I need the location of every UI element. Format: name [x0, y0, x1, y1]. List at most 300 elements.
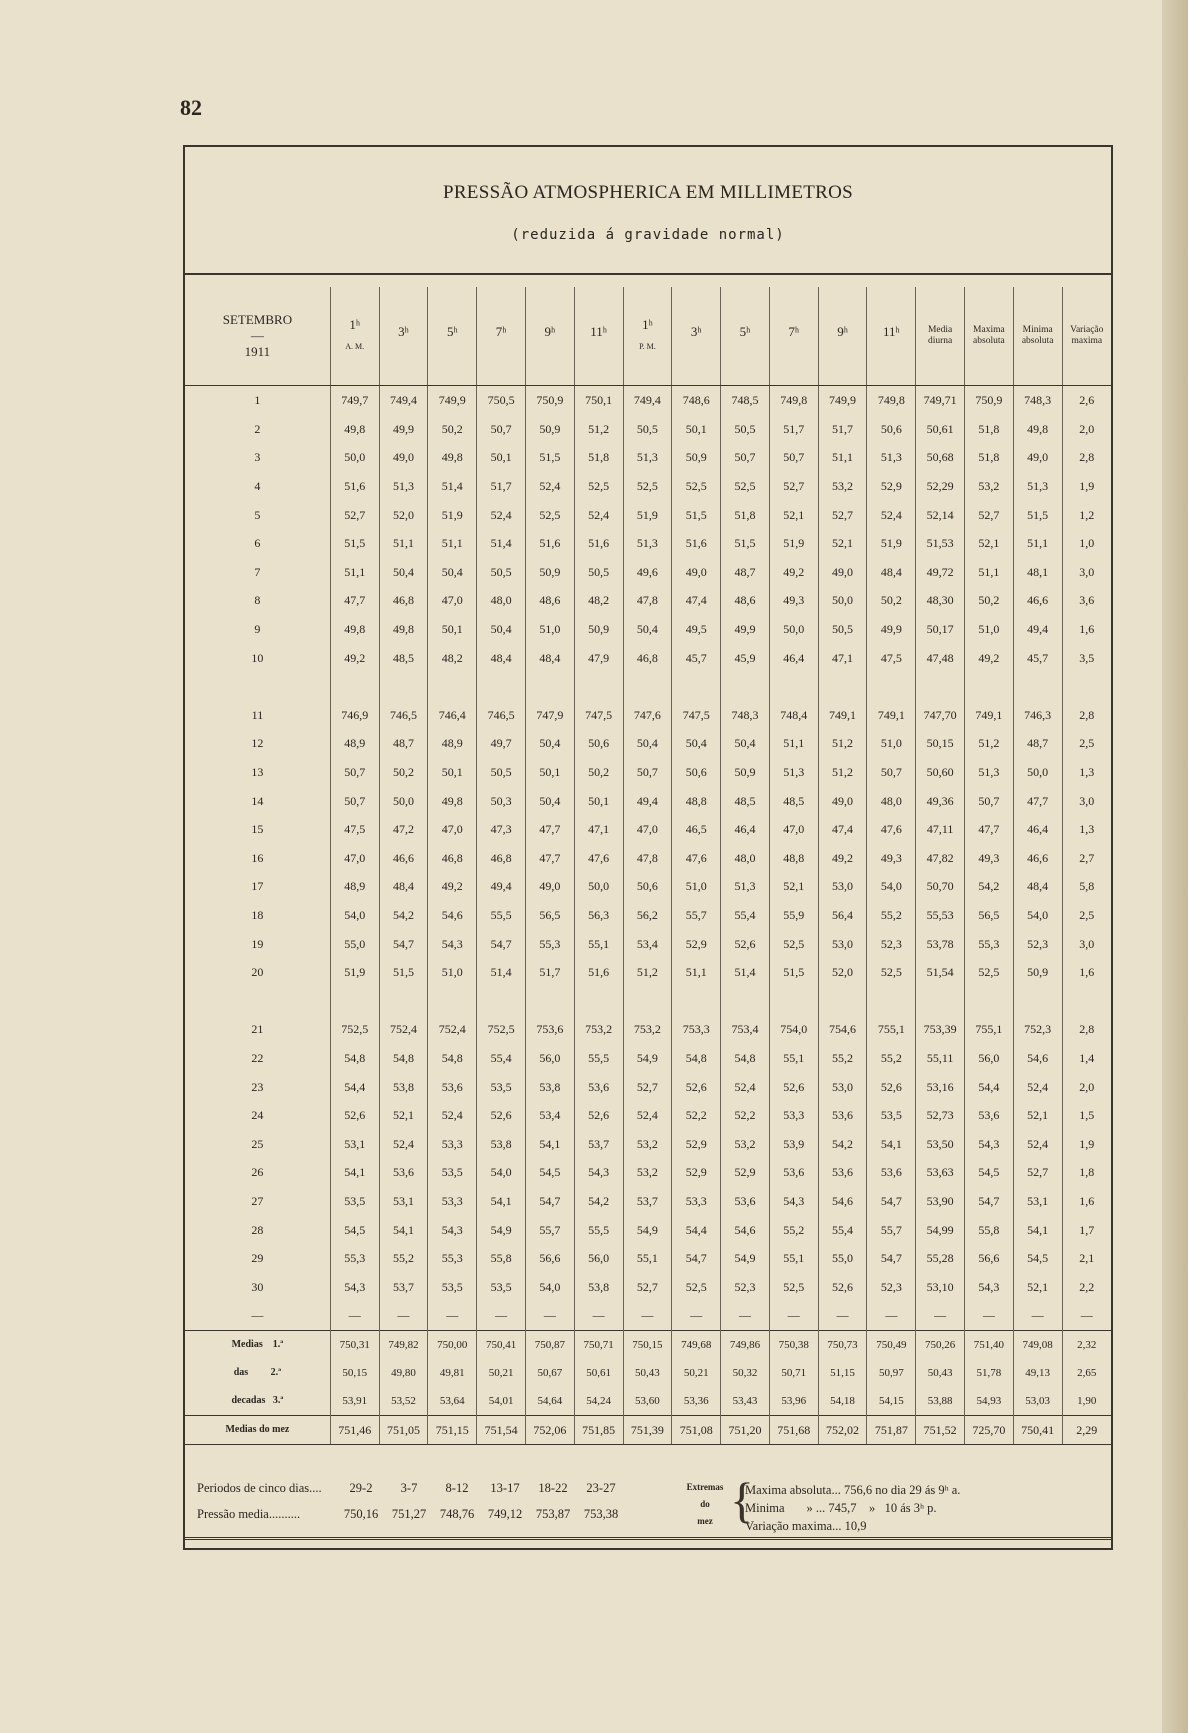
month-mean-cell: 751,08 — [672, 1415, 721, 1445]
hour-header: 11ʰ — [867, 287, 916, 386]
pressure-cell: 753,39 — [916, 1015, 965, 1044]
day-number: 20 — [251, 965, 264, 980]
pressure-cell: 54,0 — [1013, 901, 1062, 930]
pressure-cell: 53,63 — [916, 1158, 965, 1187]
decade-mean-value: 51,78 — [976, 1366, 1002, 1379]
table-row — [185, 415, 1111, 444]
table-row — [185, 872, 1111, 901]
pressure-cell: 55,7 — [672, 901, 721, 930]
pressure-cell: 55,2 — [769, 1215, 818, 1244]
decade-gap — [185, 672, 1111, 701]
pressure-cell: 56,2 — [623, 901, 672, 930]
pressure-cell: 746,5 — [379, 701, 428, 730]
pressure-cell: 51,5 — [330, 529, 379, 558]
pressure-cell: 748,6 — [672, 386, 721, 415]
pressure-cell: 52,4 — [477, 500, 526, 529]
month-mean-cell: 751,39 — [623, 1415, 672, 1445]
pressure-cell: 51,6 — [574, 529, 623, 558]
pressure-cell: 50,4 — [477, 615, 526, 644]
pressure-cell: 53,6 — [428, 1072, 477, 1101]
extremes-list — [745, 1481, 960, 1535]
pressure-cell: 51,2 — [818, 729, 867, 758]
pressure-cell: 749,71 — [916, 386, 965, 415]
table-frame — [183, 145, 1113, 1550]
pressure-cell: 54,1 — [1013, 1215, 1062, 1244]
pressure-cell: 51,3 — [965, 758, 1014, 787]
pressure-cell: 754,6 — [818, 1015, 867, 1044]
pressure-cell: 55,2 — [867, 901, 916, 930]
decade-mean-value: 50,67 — [537, 1366, 563, 1379]
decade-mean-value: 49,80 — [391, 1366, 416, 1379]
pressure-cell: 53,2 — [965, 472, 1014, 501]
pressure-cell: 52,7 — [330, 500, 379, 529]
pressure-cell: 51,2 — [574, 415, 623, 444]
pressure-cell: 1,5 — [1062, 1101, 1111, 1130]
day-number: 3 — [254, 450, 261, 465]
pressure-cell: 47,0 — [428, 815, 477, 844]
month-means-row — [185, 1415, 1111, 1445]
pressure-cell: 50,1 — [574, 786, 623, 815]
extreme-max: Maxima absoluta... 756,6 no dia 29 ás 9ʰ a. — [745, 1483, 961, 1497]
pressure-cell: 51,7 — [769, 415, 818, 444]
table-row — [185, 929, 1111, 958]
pressure-cell: 748,4 — [769, 701, 818, 730]
pressure-cell: 54,2 — [379, 901, 428, 930]
pressure-cell: 53,2 — [623, 1158, 672, 1187]
day-number: 11 — [251, 707, 264, 722]
pressure-cell: 748,5 — [721, 386, 770, 415]
pressure-cell: 51,1 — [769, 729, 818, 758]
period-value: 29-2 — [349, 1481, 373, 1495]
pressure-cell: 49,0 — [818, 786, 867, 815]
month-mean-cell: 2,29 — [1062, 1415, 1111, 1445]
periods-label: Periodos de cinco dias.... — [197, 1481, 322, 1495]
pressure-cell: 50,9 — [672, 443, 721, 472]
pressure-cell: 47,7 — [965, 815, 1014, 844]
pressure-cell: 50,5 — [818, 615, 867, 644]
pressure-cell: 53,5 — [428, 1272, 477, 1301]
maxima-absoluta-header: Maxima absoluta — [965, 287, 1014, 386]
pressure-cell: 55,4 — [477, 1044, 526, 1073]
table-row — [185, 558, 1111, 587]
pressure-cell: 2,8 — [1062, 701, 1111, 730]
decade-mean-value: 750,26 — [924, 1338, 956, 1351]
pressure-cell: 50,0 — [769, 615, 818, 644]
pressure-cell: 52,9 — [672, 1158, 721, 1187]
pressure-cell: 54,2 — [965, 872, 1014, 901]
pressure-cell: 50,7 — [477, 415, 526, 444]
decade-mean-value: 50,61 — [586, 1366, 612, 1379]
decade-mean-value: 53,60 — [635, 1394, 660, 1407]
pressure-cell: 51,6 — [525, 529, 574, 558]
pressure-cell: 50,4 — [623, 615, 672, 644]
pressure-cell: 54,3 — [965, 1129, 1014, 1158]
pressure-cell: 53,2 — [721, 1129, 770, 1158]
pressure-cell: 54,2 — [818, 1129, 867, 1158]
pressure-cell: 749,8 — [867, 386, 916, 415]
month-label: SETEMBRO — [222, 312, 293, 327]
pressure-cell: 46,5 — [672, 815, 721, 844]
pressure-cell: 51,0 — [672, 872, 721, 901]
pressure-cell: 56,5 — [965, 901, 1014, 930]
pressure-cell: 55,3 — [965, 929, 1014, 958]
pressure-table — [185, 287, 1111, 1445]
pressure-cell: 52,0 — [818, 958, 867, 987]
pressure-cell: 50,7 — [867, 758, 916, 787]
decade-mean-value: 49,13 — [1025, 1366, 1051, 1379]
pressure-cell: 50,2 — [574, 758, 623, 787]
pressure-cell: 749,4 — [623, 386, 672, 415]
pressure-cell: 49,6 — [623, 558, 672, 587]
pressure-cell: 48,6 — [721, 586, 770, 615]
pressure-cell: 50,5 — [623, 415, 672, 444]
pressure-cell: 51,9 — [769, 529, 818, 558]
pressure-cell: 1,3 — [1062, 758, 1111, 787]
pressure-cell: 52,5 — [769, 1272, 818, 1301]
pressure-cell: 49,0 — [1013, 443, 1062, 472]
pressure-cell: 48,4 — [379, 872, 428, 901]
pressure-cell: 46,8 — [428, 844, 477, 873]
decade-means-row — [185, 1330, 1111, 1415]
pressure-cell: 51,2 — [818, 758, 867, 787]
pressure-cell: 53,10 — [916, 1272, 965, 1301]
pressure-cell: 49,8 — [379, 615, 428, 644]
pressure-cell: 47,7 — [1013, 786, 1062, 815]
day-number: 22 — [251, 1050, 264, 1065]
pressure-cell: 51,5 — [769, 958, 818, 987]
pressure-cell: 51,8 — [965, 443, 1014, 472]
pressure-cell: 50,7 — [769, 443, 818, 472]
pressure-cell: 52,2 — [721, 1101, 770, 1130]
pressure-cell: 53,90 — [916, 1187, 965, 1216]
pressure-cell: 54,5 — [965, 1158, 1014, 1187]
pressure-cell: 50,4 — [672, 729, 721, 758]
pressure-cell: 51,3 — [623, 529, 672, 558]
pressure-cell: 746,3 — [1013, 701, 1062, 730]
decade-mean-cell — [379, 1330, 428, 1415]
pressure-cell: 51,4 — [477, 958, 526, 987]
pressure-cell: 53,1 — [1013, 1187, 1062, 1216]
pressure-cell: 52,4 — [867, 500, 916, 529]
pressure-cell: 747,6 — [623, 701, 672, 730]
pressure-cell: 52,4 — [623, 1101, 672, 1130]
day-number: 30 — [251, 1279, 264, 1294]
pressure-cell: 48,4 — [525, 643, 574, 672]
pressure-cell: 48,1 — [1013, 558, 1062, 587]
pressure-cell: 3,6 — [1062, 586, 1111, 615]
decade-mean-value: 50,32 — [732, 1366, 758, 1379]
pressure-cell: 52,4 — [428, 1101, 477, 1130]
pressure-cell: 48,8 — [672, 786, 721, 815]
pressure-cell: 54,3 — [330, 1272, 379, 1301]
period-value: 8-12 — [445, 1481, 469, 1495]
pressure-cell: 48,9 — [330, 872, 379, 901]
pressure-cell: 47,0 — [769, 815, 818, 844]
pressure-cell: 50,9 — [525, 558, 574, 587]
pressure-value: 748,76 — [439, 1507, 475, 1521]
pressure-cell: 53,7 — [574, 1129, 623, 1158]
pressure-cell: 49,8 — [330, 415, 379, 444]
day-number: 23 — [251, 1079, 264, 1094]
month-mean-cell: 750,41 — [1013, 1415, 1062, 1445]
pressure-cell: 51,2 — [623, 958, 672, 987]
decade-mean-cell — [672, 1330, 721, 1415]
pressure-cell: 50,4 — [623, 729, 672, 758]
month-mean-cell: 751,85 — [574, 1415, 623, 1445]
pressure-cell: 53,0 — [818, 872, 867, 901]
pressure-cell: 51,1 — [818, 443, 867, 472]
pressure-cell: 747,5 — [672, 701, 721, 730]
pressure-cell: 54,2 — [574, 1187, 623, 1216]
pressure-cell: 50,68 — [916, 443, 965, 472]
pressure-cell: 750,9 — [965, 386, 1014, 415]
period-value: 18-22 — [538, 1481, 568, 1495]
pressure-cell: 52,3 — [721, 1272, 770, 1301]
pressure-cell: 53,5 — [477, 1272, 526, 1301]
pressure-cell: 50,9 — [574, 615, 623, 644]
pressure-cell: 55,3 — [525, 929, 574, 958]
pressure-value: 751,27 — [391, 1507, 427, 1521]
pressure-cell: 52,4 — [525, 472, 574, 501]
decade-mean-value: 750,38 — [778, 1338, 809, 1351]
pressure-cell: 49,4 — [623, 786, 672, 815]
pressure-cell: 753,6 — [525, 1015, 574, 1044]
pressure-cell: 54,3 — [428, 1215, 477, 1244]
decade-mean-cell — [428, 1330, 477, 1415]
pressure-cell: 52,5 — [574, 472, 623, 501]
pressure-cell: 52,4 — [721, 1072, 770, 1101]
pressure-cell: 48,5 — [379, 643, 428, 672]
pressure-cell: 50,4 — [525, 786, 574, 815]
day-number: 14 — [251, 793, 264, 808]
pressure-cell: 49,2 — [769, 558, 818, 587]
pressure-cell: 52,6 — [721, 929, 770, 958]
pressure-cell: 53,6 — [769, 1158, 818, 1187]
pressure-cell: 55,1 — [623, 1244, 672, 1273]
pressure-cell: 55,1 — [769, 1044, 818, 1073]
pressure-cell: 1,0 — [1062, 529, 1111, 558]
pressure-cell: 52,4 — [1013, 1129, 1062, 1158]
pressure-cell: 47,0 — [428, 586, 477, 615]
pressure-cell: 52,9 — [672, 929, 721, 958]
media-diurna-header: Media diurna — [916, 287, 965, 386]
pressure-cell: 47,82 — [916, 844, 965, 873]
decade-mean-cell — [818, 1330, 867, 1415]
pressure-cell: 47,1 — [818, 643, 867, 672]
pressure-cell: 753,3 — [672, 1015, 721, 1044]
pressure-cell: 49,8 — [428, 786, 477, 815]
table-row — [185, 1272, 1111, 1301]
minima-absoluta-header: Minima absoluta — [1013, 287, 1062, 386]
bottom-rule — [185, 1537, 1111, 1540]
pressure-cell: 749,7 — [330, 386, 379, 415]
pressure-cell: 46,6 — [1013, 844, 1062, 873]
pressure-cell: 51,7 — [477, 472, 526, 501]
pressure-cell: 52,5 — [623, 472, 672, 501]
decade-mean-value: 750,71 — [583, 1338, 614, 1351]
pressure-cell: 49,2 — [330, 643, 379, 672]
pressure-cell: 51,1 — [330, 558, 379, 587]
month-mean-cell: 751,20 — [721, 1415, 770, 1445]
day-number: 7 — [254, 564, 261, 579]
pressure-cell: 53,0 — [818, 1072, 867, 1101]
pressure-cell: 55,2 — [818, 1044, 867, 1073]
pressure-cell: 51,1 — [1013, 529, 1062, 558]
pressure-cell: 52,4 — [574, 500, 623, 529]
pressure-cell: 50,5 — [477, 758, 526, 787]
hour-header: 1ʰ A. M. — [330, 287, 379, 386]
pressure-cell: 55,4 — [818, 1215, 867, 1244]
pressure-cell: 752,4 — [379, 1015, 428, 1044]
pressure-cell: 54,7 — [477, 929, 526, 958]
hour-header: 11ʰ — [574, 287, 623, 386]
pressure-cell: 2,2 — [1062, 1272, 1111, 1301]
pressure-cell: 47,9 — [574, 643, 623, 672]
pressure-cell: 48,4 — [867, 558, 916, 587]
pressure-cell: 50,4 — [721, 729, 770, 758]
pressure-cell: 47,0 — [330, 844, 379, 873]
decade-mean-value: 53,91 — [342, 1394, 368, 1407]
hour-header: 3ʰ — [672, 287, 721, 386]
day-number: 6 — [254, 536, 261, 551]
day-number: 21 — [251, 1022, 264, 1037]
pressure-cell: 51,6 — [672, 529, 721, 558]
pressure-cell: 748,3 — [721, 701, 770, 730]
pressure-cell: 48,9 — [428, 729, 477, 758]
pressure-cell: 48,4 — [1013, 872, 1062, 901]
day-number: 26 — [251, 1165, 264, 1180]
pressure-cell: 52,14 — [916, 500, 965, 529]
pressure-cell: 52,29 — [916, 472, 965, 501]
day-number: 17 — [251, 879, 264, 894]
pressure-cell: 1,6 — [1062, 615, 1111, 644]
pressure-cell: 5,8 — [1062, 872, 1111, 901]
pressure-cell: 746,4 — [428, 701, 477, 730]
pressure-cell: 54,3 — [965, 1272, 1014, 1301]
pressure-cell: 51,1 — [428, 529, 477, 558]
pressure-cell: 50,9 — [721, 758, 770, 787]
pressure-cell: 54,7 — [867, 1187, 916, 1216]
pressure-cell: 54,8 — [379, 1044, 428, 1073]
pressure-cell: 51,6 — [330, 472, 379, 501]
pressure-cell: 47,7 — [525, 815, 574, 844]
pressure-cell: 54,8 — [721, 1044, 770, 1073]
pressure-cell: 46,6 — [1013, 586, 1062, 615]
decade-means-label: Medias 1.ª das 2.ª decadas 3.ª — [185, 1330, 330, 1415]
pressure-cell: 749,9 — [818, 386, 867, 415]
pressure-cell: 51,9 — [867, 529, 916, 558]
pressure-cell: 1,6 — [1062, 1187, 1111, 1216]
day-number: 16 — [251, 850, 264, 865]
pressure-cell: 49,4 — [477, 872, 526, 901]
pressure-cell: 52,1 — [965, 529, 1014, 558]
pressure-cell: 49,3 — [867, 844, 916, 873]
pressure-cell: 45,7 — [672, 643, 721, 672]
pressure-cell: 51,5 — [525, 443, 574, 472]
pressure-cell: 53,6 — [379, 1158, 428, 1187]
hour-header: 5ʰ — [428, 287, 477, 386]
decade-mean-value: 50,71 — [781, 1366, 807, 1379]
month-mean-cell: 751,87 — [867, 1415, 916, 1445]
pressure-cell: 753,2 — [623, 1015, 672, 1044]
dash-row: — — — — — — — — — — — — — — — — — — [185, 1301, 1111, 1330]
periods-row — [197, 1481, 625, 1496]
decade-mean-value: 53,64 — [439, 1394, 465, 1407]
decade-mean-value: 50,21 — [488, 1366, 514, 1379]
pressure-cell: 3,0 — [1062, 558, 1111, 587]
pressure-cell: 53,6 — [818, 1101, 867, 1130]
pressure-cell: 51,9 — [623, 500, 672, 529]
pressure-cell: 749,8 — [769, 386, 818, 415]
pressure-cell: 51,7 — [525, 958, 574, 987]
pressure-cell: 45,9 — [721, 643, 770, 672]
pressure-cell: 56,5 — [525, 901, 574, 930]
month-mean-cell: 752,02 — [818, 1415, 867, 1445]
pressure-cell: 51,7 — [818, 415, 867, 444]
pressure-cell: 51,5 — [672, 500, 721, 529]
pressure-cell: 47,7 — [330, 586, 379, 615]
pressure-cell: 54,1 — [477, 1187, 526, 1216]
pressure-cell: 51,53 — [916, 529, 965, 558]
pressure-cell: 749,1 — [818, 701, 867, 730]
pressure-cell: 51,3 — [769, 758, 818, 787]
pressure-value: 753,38 — [583, 1507, 619, 1521]
pressure-cell: 51,9 — [428, 500, 477, 529]
pressure-cell: 49,4 — [1013, 615, 1062, 644]
pressure-cell: 2,5 — [1062, 901, 1111, 930]
pressure-cell: 54,7 — [965, 1187, 1014, 1216]
decade-mean-value: 750,31 — [339, 1338, 370, 1351]
page-number: 82 — [180, 95, 202, 120]
pressure-cell: 749,9 — [428, 386, 477, 415]
decade-mean-value: 750,00 — [437, 1338, 468, 1351]
pressure-cell: 48,0 — [721, 844, 770, 873]
pressure-cell: 50,60 — [916, 758, 965, 787]
pressure-cell: 53,6 — [721, 1187, 770, 1216]
pressure-cell: 54,6 — [428, 901, 477, 930]
pressure-cell: 47,4 — [672, 586, 721, 615]
pressure-cell: 54,9 — [623, 1215, 672, 1244]
pressure-cell: 48,2 — [428, 643, 477, 672]
day-number: 28 — [251, 1222, 264, 1237]
pressure-cell: 50,7 — [965, 786, 1014, 815]
decade-mean-cell — [867, 1330, 916, 1415]
month-mean-cell: 752,06 — [525, 1415, 574, 1445]
month-means-label: Medias do mez — [185, 1415, 330, 1445]
table-row — [185, 1187, 1111, 1216]
table-row — [185, 500, 1111, 529]
pressure-cell: 47,5 — [867, 643, 916, 672]
pressure-cell: 47,0 — [623, 815, 672, 844]
pressure-cell: 55,0 — [818, 1244, 867, 1273]
pressure-cell: 54,4 — [330, 1072, 379, 1101]
pressure-cell: 54,4 — [965, 1072, 1014, 1101]
pressure-cell: 55,8 — [965, 1215, 1014, 1244]
pressure-cell: 50,4 — [525, 729, 574, 758]
pressure-cell: 54,1 — [867, 1129, 916, 1158]
table-row — [185, 529, 1111, 558]
decade-mean-value: 50,43 — [927, 1366, 953, 1379]
day-number: 12 — [251, 736, 264, 751]
month-mean-cell: 751,46 — [330, 1415, 379, 1445]
pressure-cell: 50,3 — [477, 786, 526, 815]
pressure-cell: 752,4 — [428, 1015, 477, 1044]
decade-mean-value: 53,52 — [391, 1394, 416, 1407]
pressure-cell: 53,50 — [916, 1129, 965, 1158]
pressure-cell: 3,0 — [1062, 786, 1111, 815]
pressure-cell: 52,1 — [1013, 1101, 1062, 1130]
pressure-cell: 52,6 — [818, 1272, 867, 1301]
